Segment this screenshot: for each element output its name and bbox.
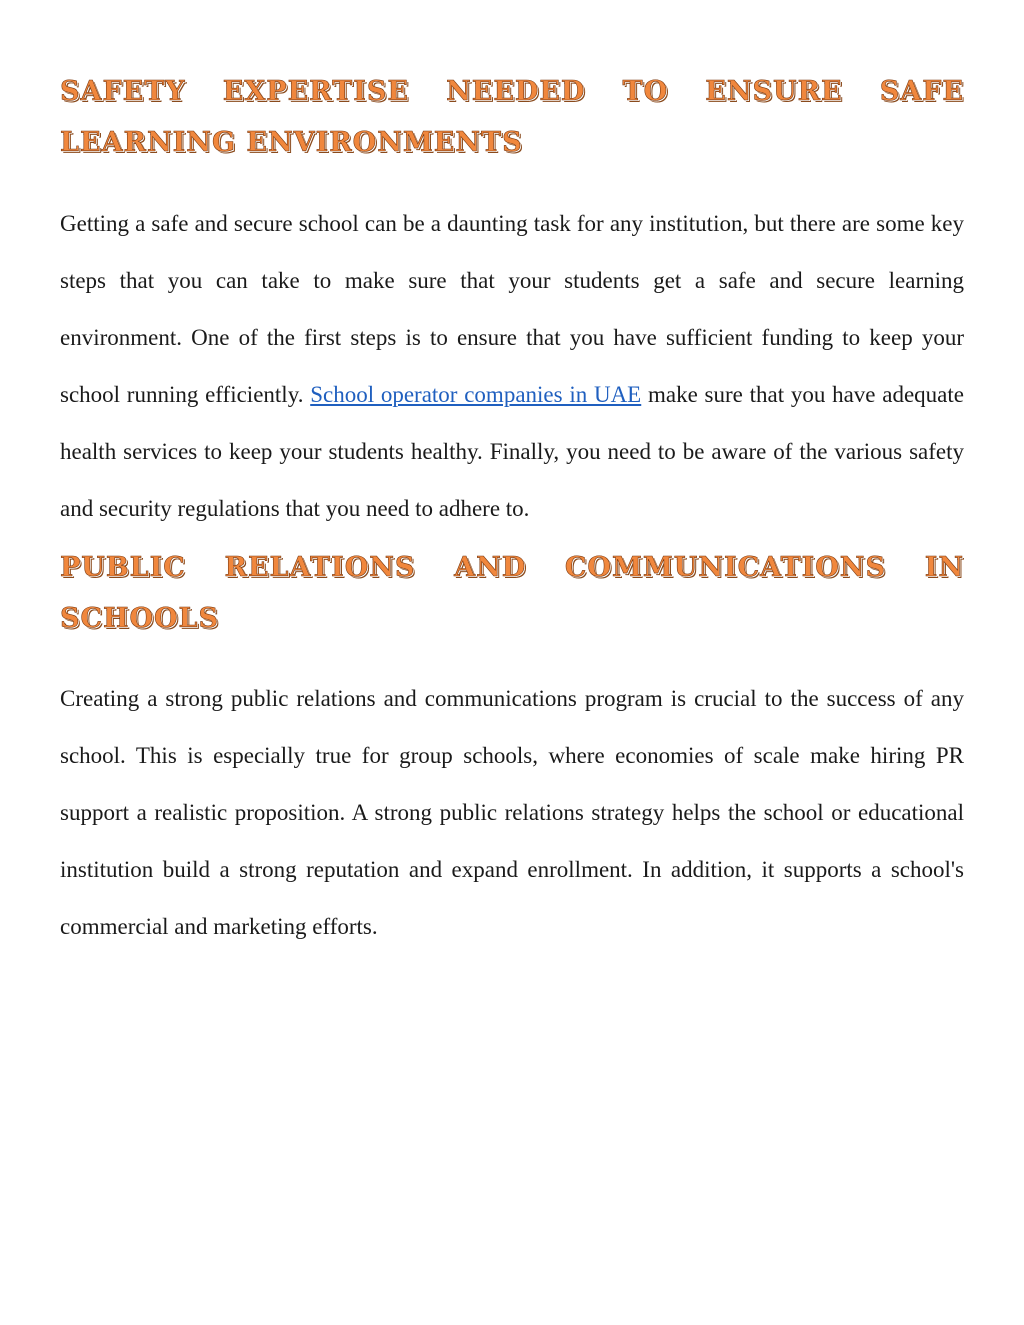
school-operator-companies-link[interactable]: School operator companies in UAE	[310, 382, 642, 407]
section-heading-safety-expertise: SAFETY EXPERTISE NEEDED TO ENSURE SAFE LEARNING ENVIRONMENTS	[60, 76, 964, 158]
paragraph-text-after-link: make sure that you have adequate health services to keep your students healthy. Finally, you need to be aware of the various safety and security regulations that you need to adhere to.	[60, 382, 964, 521]
section-heading-public-relations: PUBLIC RELATIONS AND COMMUNICATIONS IN SCHOOLS	[60, 552, 964, 634]
section-paragraph-public-relations: Creating a strong public relations and communications program is crucial to the success of any school. This is especially true for group schools, where economies of scale make hiring PR support a realistic proposition. A strong public relations strategy helps the school or educational institution build a strong reputation and expand enrollment. In addition, it supports a school's commercial and marketing efforts.	[60, 686, 964, 939]
paragraph-text-before-link: Getting a safe and secure school can be a daunting task for any institution, but there are some key steps that you can take to make sure that your students get a safe and secure learning environment. One of the first steps is to ensure that you have sufficient funding to keep your school running efficiently.	[60, 211, 964, 407]
section-paragraph-safety	[60, 195, 964, 537]
document-page	[60, 66, 964, 955]
